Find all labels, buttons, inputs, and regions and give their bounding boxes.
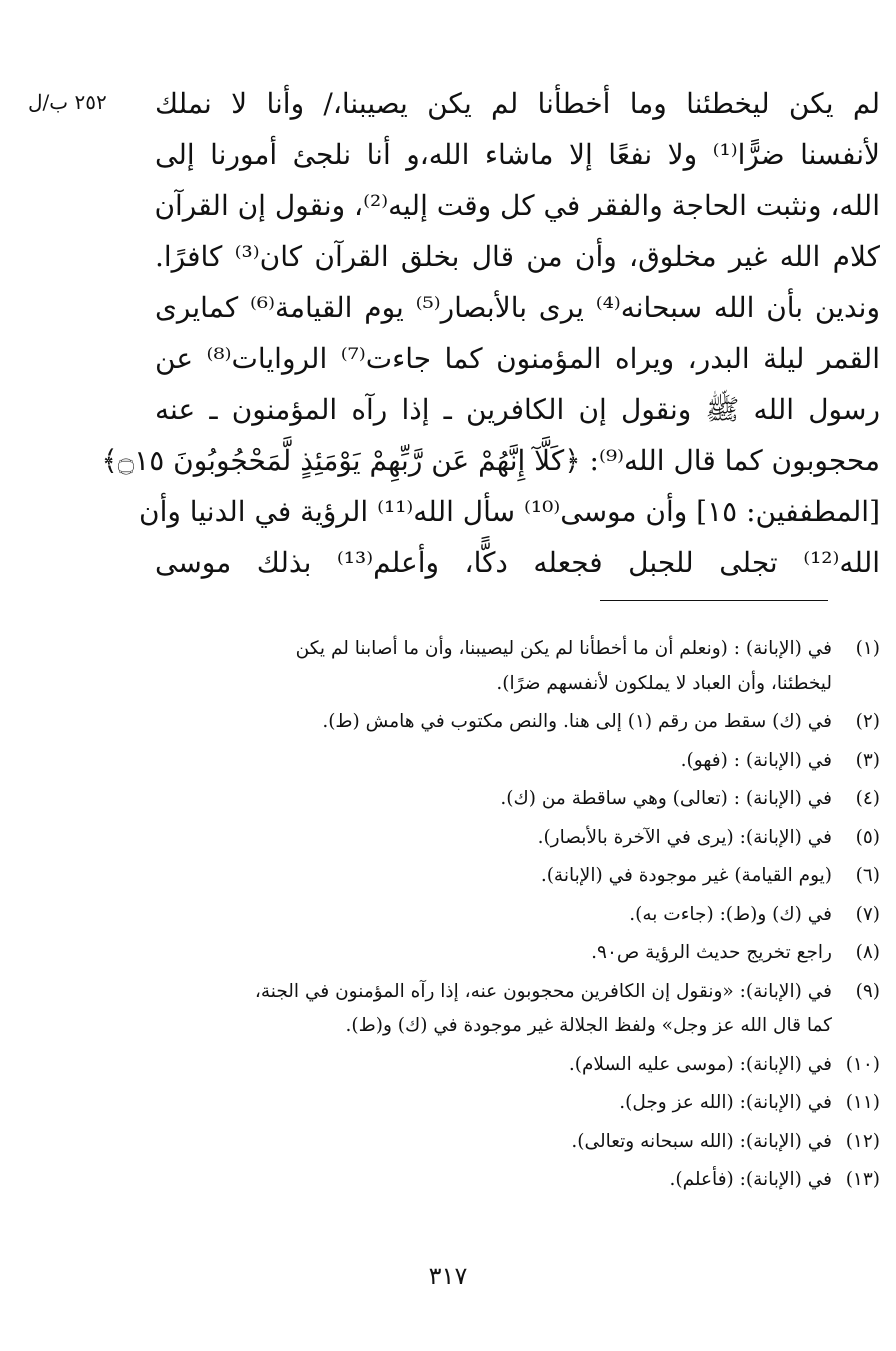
footnote-text — [155, 1086, 832, 1121]
footnote-text — [155, 821, 832, 856]
footnote-line: في (الإبانة): (فأعلم). — [669, 1169, 832, 1190]
footnote-text — [155, 1048, 832, 1083]
body-line: كلام الله غير مخلوق، وأن من قال بخلق القرآن كان⁽³⁾ كافرًا. — [155, 240, 880, 273]
footnote-line: راجع تخريج حديث الرؤية ص٩٠. — [591, 942, 832, 963]
footnote-line: (يوم القيامة) غير موجودة في (الإبانة). — [540, 865, 832, 886]
footnote-item — [155, 1048, 880, 1083]
footnote-item — [155, 975, 880, 1044]
footnote-item — [155, 632, 880, 701]
footnote-item — [155, 705, 880, 740]
footnote-line: في (الإبانة): (موسى عليه السلام). — [568, 1053, 832, 1075]
footnote-number: (١٢) — [845, 1130, 880, 1152]
footnote-number: (٤) — [855, 788, 880, 809]
footnote-text — [155, 898, 832, 933]
footnote-number: (٢) — [855, 711, 880, 732]
body-line: لأنفسنا ضرًّا⁽¹⁾ ولا نفعًا إلا ماشاء الله،و أنا نلجئ أمورنا إلى — [155, 138, 880, 171]
footnote-number: (١١) — [845, 1092, 880, 1113]
footnote-line: في (ك) و(ط): (جاءت به). — [629, 903, 832, 925]
footnote-item — [155, 1163, 880, 1198]
body-line: [المطففين: ١٥] وأن موسى⁽¹⁰⁾ سأل الله⁽¹¹⁾ الرؤية في الدنيا وأن — [139, 495, 880, 528]
footnote-line: في (الإبانة): (يرى في الآخرة بالأبصار). — [537, 826, 832, 848]
footnote-line: كما قال الله عز وجل» ولفظ الجلالة غير موجودة في (ك) و(ط). — [345, 1015, 832, 1036]
footnote-number: (١) — [855, 638, 880, 659]
footnote-item — [155, 936, 880, 971]
footnotes — [155, 632, 880, 1202]
page-number: ٣١٧ — [428, 1262, 468, 1290]
footnote-item — [155, 744, 880, 779]
footnote-number: (١٠) — [845, 1053, 880, 1075]
footnote-line: ليخطئنا، وأن العباد لا يملكون لأنفسهم ضرًا). — [496, 672, 832, 694]
footnote-text — [155, 705, 832, 740]
footnote-item — [155, 898, 880, 933]
footnote-line: في (الإبانة) : (فهو). — [680, 749, 832, 771]
footnote-item — [155, 782, 880, 817]
footnote-number: (٦) — [855, 865, 880, 886]
footnote-number: (٥) — [855, 826, 880, 848]
body-line: القمر ليلة البدر، ويراه المؤمنون كما جاءت⁽⁷⁾ الروايات⁽⁸⁾ عن — [155, 342, 880, 375]
body-line: محجوبون كما قال الله⁽⁹⁾: ﴿كَلَّآ إِنَّهُمْ عَن رَّبِّهِمْ يَوْمَئِذٍ لَّمَحْجُوبُونَ ۝١٥﴾ — [101, 444, 880, 477]
footnote-number: (٣) — [855, 749, 880, 771]
footnote-item — [155, 859, 880, 894]
body-line: رسول الله ﷺ ونقول إن الكافرين ـ إذا رآه المؤمنون ـ عنه — [155, 393, 880, 426]
footnote-text — [155, 744, 832, 779]
footnote-number: (٩) — [855, 980, 880, 1002]
footnote-line: في (الإبانة) : (تعالى) وهي ساقطة من (ك). — [500, 788, 832, 809]
body-text — [101, 78, 880, 588]
footnote-text — [155, 975, 832, 1044]
footnote-number: (١٣) — [845, 1169, 880, 1190]
body-line: الله، ونثبت الحاجة والفقر في كل وقت إليه⁽²⁾، ونقول إن القرآن — [154, 189, 880, 222]
footnote-text — [155, 1125, 832, 1160]
footnote-text — [155, 1163, 832, 1198]
footnote-item — [155, 821, 880, 856]
footnote-text — [155, 782, 832, 817]
footnote-line: في (ك) سقط من رقم (١) إلى هنا. والنص مكتوب في هامش (ط). — [322, 711, 832, 732]
footnote-number: (٧) — [855, 903, 880, 925]
footnote-item — [155, 1086, 880, 1121]
footnote-line: في (الإبانة): (الله عز وجل). — [619, 1092, 832, 1113]
footnote-text — [155, 859, 832, 894]
footnote-text — [155, 632, 832, 701]
body-line: لم يكن ليخطئنا وما أخطأنا لم يكن يصيبنا،/ وأنا لا نملك — [155, 87, 880, 120]
margin-note: ٢٥٢ ب/ل — [28, 90, 107, 114]
footnote-divider — [600, 600, 828, 601]
footnote-number: (٨) — [855, 942, 880, 963]
footnote-line: في (الإبانة): «ونقول إن الكافرين محجوبون عنه، إذا رآه المؤمنون في الجنة، — [254, 980, 832, 1002]
footnote-item — [155, 1125, 880, 1160]
body-line: الله⁽¹²⁾ تجلى للجبل فجعله دكًّا، وأعلم⁽¹³⁾ بذلك موسى — [155, 546, 880, 579]
footnote-line: في (الإبانة): (الله سبحانه وتعالى). — [571, 1130, 832, 1152]
footnote-line: في (الإبانة) : (ونعلم أن ما أخطأنا لم يكن ليصيبنا، وأن ما أصابنا لم يكن — [295, 638, 832, 659]
body-line: وندين بأن الله سبحانه⁽⁴⁾ يرى بالأبصار⁽⁵⁾ يوم القيامة⁽⁶⁾ كمايرى — [155, 291, 880, 324]
footnote-text — [155, 936, 832, 971]
